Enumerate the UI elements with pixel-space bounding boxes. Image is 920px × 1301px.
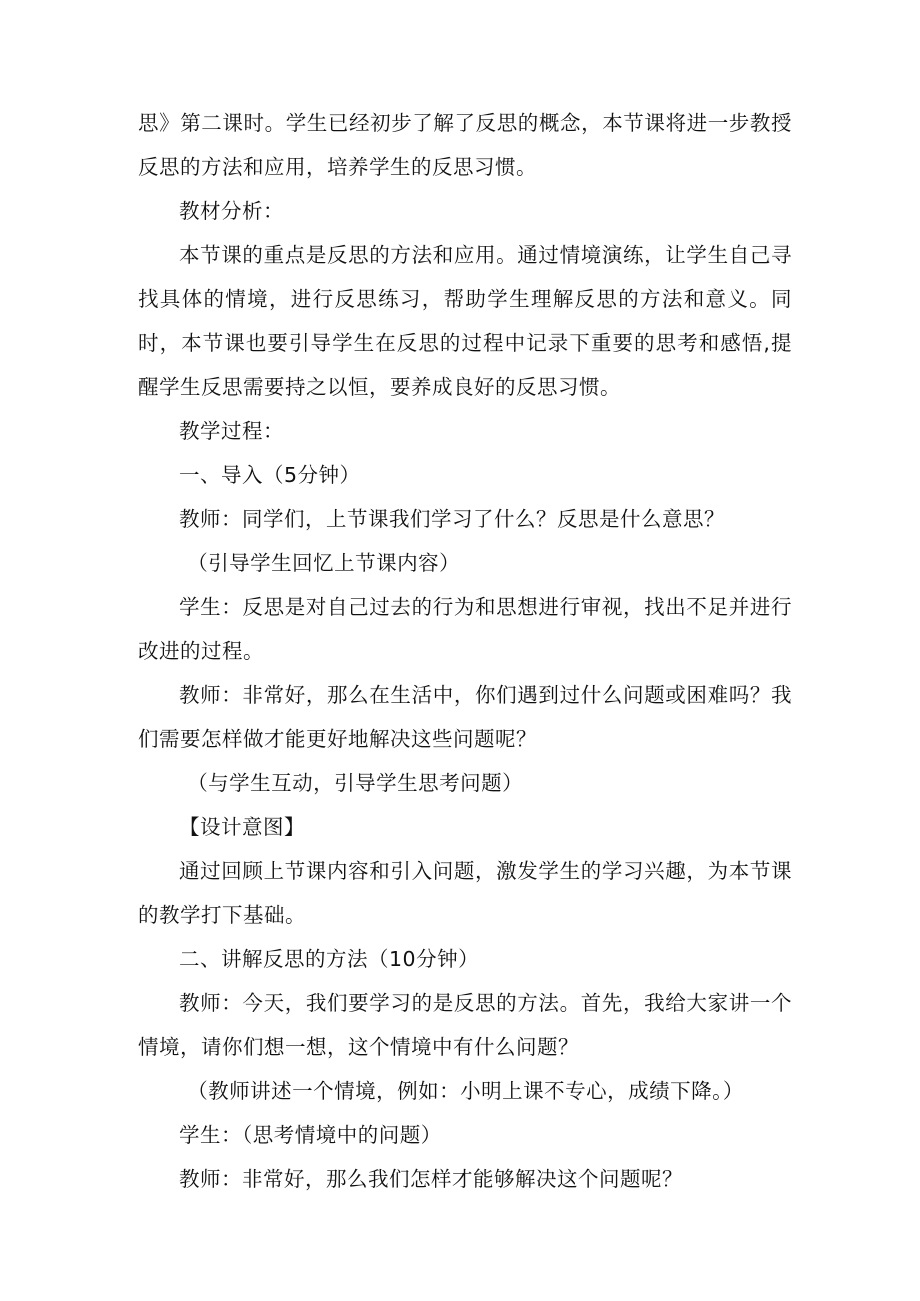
section-heading-introduction: 一、导入（5分钟） [179, 463, 361, 487]
paragraph-intro-continued: 思》第二课时。学生已经初步了解了反思的概念，本节课将进一步教授反思的方法和应用，培养学生的反思习惯。 [138, 111, 792, 179]
paragraph-design-intent: 通过回顾上节课内容和引入问题，激发学生的学习兴趣，为本节课的教学打下基础。 [138, 859, 792, 927]
teacher-line: 教师：非常好，那么我们怎样才能够解决这个问题呢？ [179, 1167, 683, 1191]
stage-direction: （引导学生回忆上节课内容） [187, 551, 461, 575]
heading-design-intent: 【设计意图】 [179, 815, 305, 839]
student-line: 学生：反思是对自己过去的行为和思想进行审视，找出不足并进行改进的过程。 [138, 595, 792, 663]
teacher-line: 教师：同学们，上节课我们学习了什么？反思是什么意思？ [179, 507, 725, 531]
student-line: 学生：（思考情境中的问题） [179, 1123, 442, 1147]
teacher-line: 教师：今天，我们要学习的是反思的方法。首先，我给大家讲一个情境，请你们想一想，这个情境中有什么问题？ [138, 991, 792, 1059]
paragraph-material-analysis: 本节课的重点是反思的方法和应用。通过情境演练，让学生自己寻找具体的情境，进行反思练习，帮助学生理解反思的方法和意义。同时，本节课也要引导学生在反思的过程中记录下重要的思考和感悟,提醒学生反思需要持之以恒，要养成良好的反思习惯。 [138, 243, 792, 399]
heading-teaching-process: 教学过程： [179, 419, 284, 443]
heading-material-analysis: 教材分析： [179, 199, 284, 223]
section-heading-reflection-methods: 二、讲解反思的方法（10分钟） [179, 947, 480, 971]
stage-direction: （与学生互动，引导学生思考问题） [187, 771, 524, 795]
stage-direction: （教师讲述一个情境，例如：小明上课不专心，成绩下降。） [187, 1079, 744, 1103]
document-body [138, 101, 792, 1201]
teacher-line: 教师：非常好，那么在生活中，你们遇到过什么问题或困难吗？我们需要怎样做才能更好地解决这些问题呢？ [138, 683, 792, 751]
